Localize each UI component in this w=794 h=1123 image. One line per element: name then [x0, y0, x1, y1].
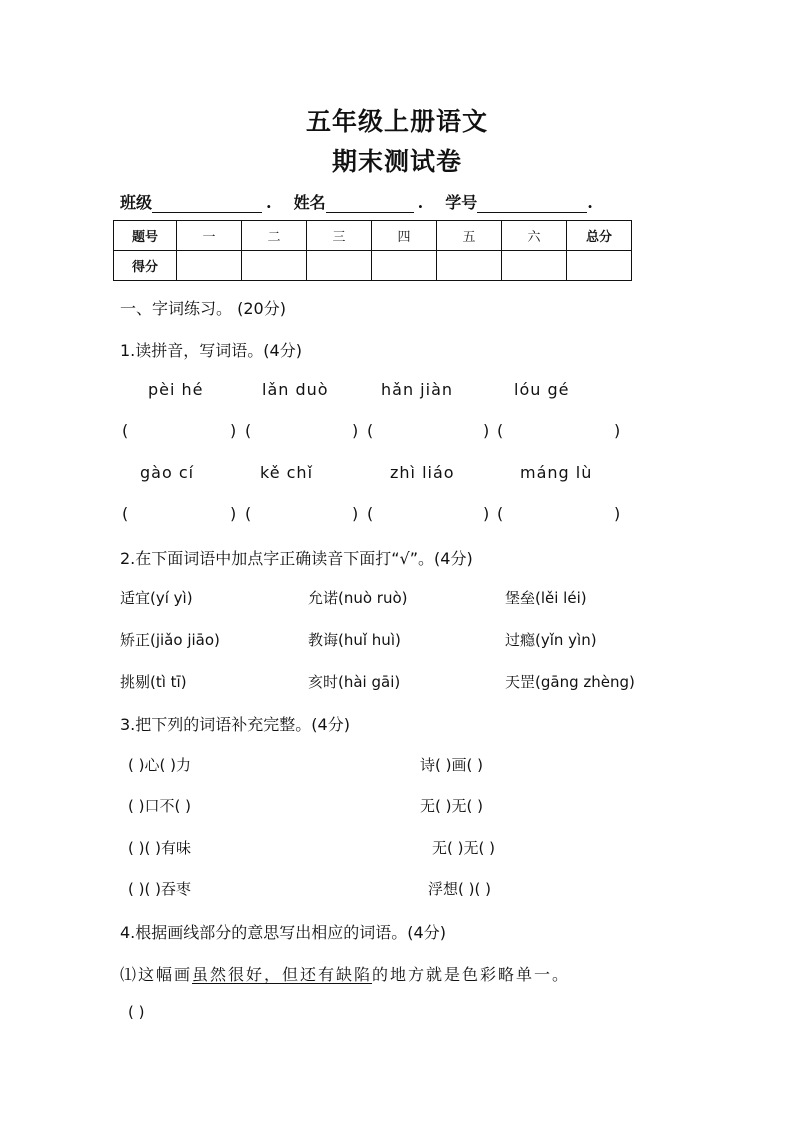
score-cell: 三: [307, 221, 372, 251]
reading-item: 挑剔(tì tī): [120, 673, 187, 691]
reading-item: 矫正(jiǎo jiāo): [120, 631, 220, 649]
score-input-cell[interactable]: [502, 251, 567, 281]
close-paren: ): [230, 504, 237, 523]
class-field[interactable]: [152, 194, 262, 213]
reading-item: 亥时(hài gāi): [308, 673, 401, 691]
student-info-line: [120, 190, 593, 213]
class-label: 班级: [120, 193, 153, 212]
open-paren: (: [367, 504, 374, 523]
open-paren: (: [497, 504, 504, 523]
fill-in-idiom: ( )( )吞枣: [128, 880, 191, 898]
title-line-1: 五年级上册语文: [305, 107, 488, 136]
id-label: 学号: [445, 193, 478, 212]
id-field[interactable]: [477, 194, 587, 213]
score-cell: 总分: [567, 221, 632, 251]
score-cell: 二: [242, 221, 307, 251]
pinyin: zhì liáo: [390, 463, 455, 482]
pinyin: pèi hé: [148, 380, 204, 399]
score-input-cell[interactable]: [567, 251, 632, 281]
score-cell: 六: [502, 221, 567, 251]
open-paren: (: [245, 504, 252, 523]
close-paren: ): [230, 421, 237, 440]
score-cell: 五: [437, 221, 502, 251]
q1-prompt: 1.读拼音，写词语。(4分): [120, 341, 302, 360]
pinyin: kě chǐ: [260, 463, 314, 482]
score-input-cell[interactable]: [437, 251, 502, 281]
score-input-cell[interactable]: [307, 251, 372, 281]
sentence-suffix: 的地方就是色彩略单一。: [372, 965, 571, 984]
reading-item: 适宜(yí yì): [120, 589, 193, 607]
q2-prompt: 2.在下面词语中加点字正确读音下面打“√”。(4分): [120, 549, 473, 568]
separator: .: [266, 193, 272, 212]
score-table: [113, 220, 632, 281]
fill-in-idiom: ( )口不( ): [128, 797, 191, 815]
open-paren: (: [367, 421, 374, 440]
open-paren: (: [245, 421, 252, 440]
close-paren: ): [483, 504, 490, 523]
score-row-label: 得分: [114, 251, 177, 281]
separator: .: [587, 193, 593, 212]
reading-item: 过瘾(yǐn yìn): [505, 631, 597, 649]
fill-in-idiom: 无( )无( ): [420, 797, 483, 815]
reading-item: 教诲(huǐ huì): [308, 631, 401, 649]
fill-in-idiom: 诗( )画( ): [420, 756, 483, 774]
q4-sentence-1: [120, 962, 570, 985]
close-paren: ): [352, 421, 359, 440]
score-input-cell[interactable]: [242, 251, 307, 281]
score-table-score-row: [114, 251, 632, 281]
reading-item: 允诺(nuò ruò): [308, 589, 408, 607]
answer-parens: ( ): [128, 1003, 145, 1021]
score-table-header-row: [114, 221, 632, 251]
score-input-cell[interactable]: [372, 251, 437, 281]
pinyin: máng lù: [520, 463, 593, 482]
score-cell: 题号: [114, 221, 177, 251]
section-1-heading: 一、字词练习。 (20分): [120, 299, 286, 318]
fill-in-idiom: 无( )无( ): [432, 839, 495, 857]
pinyin: lǎn duò: [262, 380, 329, 399]
score-cell: 一: [177, 221, 242, 251]
score-input-cell[interactable]: [177, 251, 242, 281]
sentence-prefix: ⑴这幅画: [120, 965, 193, 984]
pinyin: lóu gé: [514, 380, 570, 399]
title-line-2: 期末测试卷: [331, 147, 462, 176]
open-paren: (: [122, 421, 129, 440]
close-paren: ): [483, 421, 490, 440]
reading-item: 天罡(gāng zhèng): [505, 673, 635, 691]
q3-prompt: 3.把下列的词语补充完整。(4分): [120, 715, 350, 734]
name-field[interactable]: [326, 194, 414, 213]
score-cell: 四: [372, 221, 437, 251]
fill-in-idiom: ( )( )有味: [128, 839, 191, 857]
open-paren: (: [497, 421, 504, 440]
underlined-phrase: 虽然很好，但还有缺陷: [192, 965, 373, 984]
fill-in-idiom: 浮想( )( ): [428, 880, 491, 898]
close-paren: ): [614, 504, 621, 523]
separator: .: [417, 193, 424, 212]
open-paren: (: [122, 504, 129, 523]
close-paren: ): [614, 421, 621, 440]
q4-prompt: 4.根据画线部分的意思写出相应的词语。(4分): [120, 923, 446, 942]
reading-item: 堡垒(lěi léi): [505, 589, 587, 607]
close-paren: ): [352, 504, 359, 523]
pinyin: gào cí: [140, 463, 195, 482]
fill-in-idiom: ( )心( )力: [128, 756, 191, 774]
pinyin: hǎn jiàn: [381, 380, 454, 399]
name-label: 姓名: [293, 193, 326, 212]
